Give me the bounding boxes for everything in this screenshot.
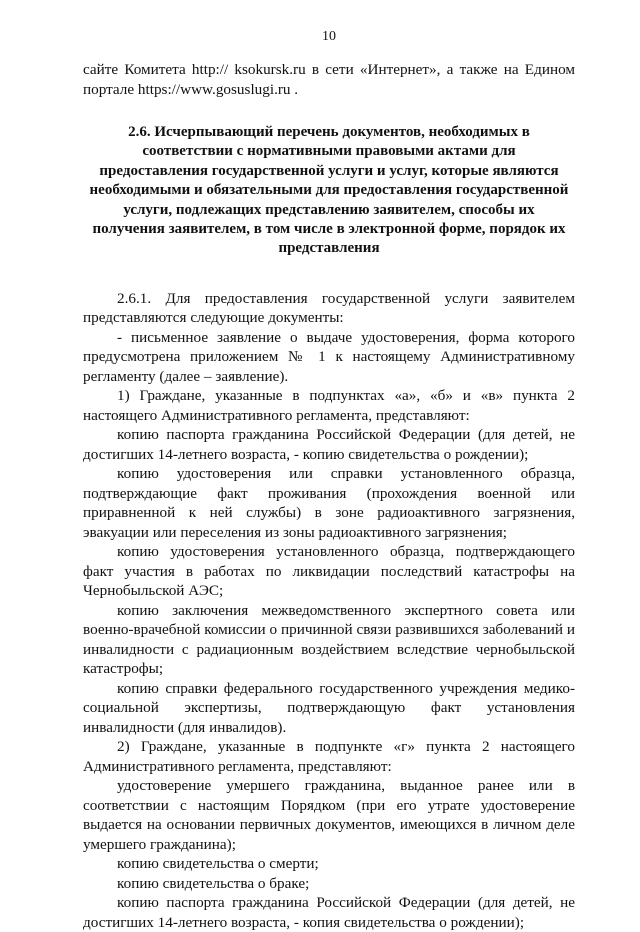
document-page [83, 28, 575, 932]
paragraph: 1) Граждане, указанные в подпунктах «а», «б» и «в» пункта 2 настоящего Административного регламента, представляют: [83, 387, 575, 424]
paragraph: копию удостоверения или справки установленного образца, подтверждающие факт проживания (прохождения военной или приравненной к ней службы) в зоне радиоактивного загрязнения, эвакуации или переселения из зоны радиоактивного загрязнения; [83, 465, 575, 541]
paragraph: копию паспорта гражданина Российской Федерации (для детей, не достигших 14-летнего возраста, - копию свидетельства о рождении); [83, 426, 575, 463]
page-number: 10 [322, 29, 336, 44]
paragraph: копию удостоверения установленного образца, подтверждающего факт участия в работах по ликвидации последствий катастрофы на Чернобыльской АЭС; [83, 543, 575, 600]
paragraph: 2.6.1. Для предоставления государственной услуги заявителем представляются следующие документы: [83, 289, 575, 327]
paragraph: копию справки федерального государственного учреждения медико-социальной экспертизы, подтверждающую факт установления инвалидности (для инвалидов). [83, 679, 575, 736]
paragraph: копию заключения межведомственного экспертного совета или военно-врачебной комиссии о причинной связи развившихся заболеваний и инвалидности с радиационным воздействием вследствие чернобыльской катастрофы; [83, 601, 575, 678]
section-heading: 2.6. Исчерпывающий перечень документов, необходимых в соответствии с нормативными правовыми актами для предоставления государственной услуги и услуг, которые являются необходимыми и обязательными для предоставления государственной услуги, подлежащих представлению заявителем, способы их получения заявителем, в том числе в электронной форме, порядок их представления [89, 124, 569, 257]
paragraph: копию свидетельства о браке; [117, 874, 310, 892]
intro-paragraph: сайте Комитета http:// ksokursk.ru в сети «Интернет», а также на Едином портале https://www.gosuslugi.ru . [83, 61, 575, 98]
paragraph: удостоверение умершего гражданина, выданное ранее или в соответствии с настоящим Порядком (при его утрате удостоверение выдается на основании первичных документов, имеющихся в личном деле умершего гражданина); [83, 777, 575, 853]
paragraph: 2) Граждане, указанные в подпункте «г» пункта 2 настоящего Административного регламента, представляют: [83, 738, 575, 775]
paragraph: копию свидетельства о смерти; [117, 855, 319, 873]
paragraph: - письменное заявление о выдаче удостоверения, форма которого предусмотрена приложением № 1 к настоящему Административному регламенту (далее – заявление). [83, 328, 575, 385]
paragraph: копию паспорта гражданина Российской Федерации (для детей, не достигших 14-летнего возраста, - копия свидетельства о рождении); [83, 894, 575, 931]
